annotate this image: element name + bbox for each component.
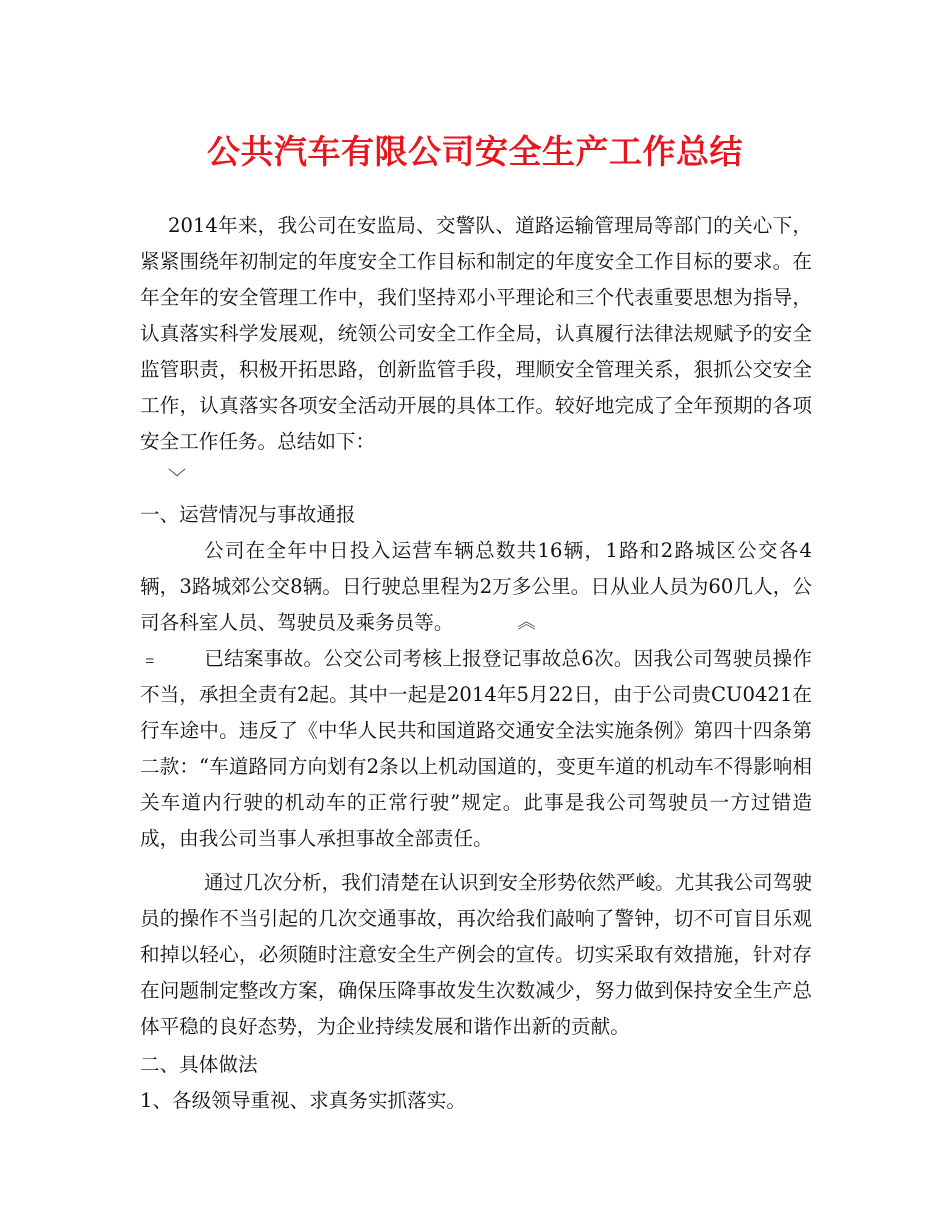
section1-heading: 一、运营情况与事故通报 <box>140 502 356 526</box>
analysis-text: 通过几次分析，我们清楚在认识到安全形势依然严峻。尤其我公司驾驶员的操作不当引起的几次交通事故，再次给我们敲响了警钟，切不可盲目乐观和掉以轻心，必须随时注意安全生产例会的宣传。切实采取有效措施，针对存在问题制定整改方案，确保压降事故发生次数减少，努力做到保持安全生产总体平稳的良好态势，为企业持续发展和谐作出新的贡献。 <box>140 871 812 1038</box>
accidents-lead-mark: ﹦ <box>140 647 160 670</box>
analysis-paragraph <box>140 865 812 1045</box>
intro-paragraph <box>140 208 812 497</box>
operations-paragraph <box>140 533 812 642</box>
operations-text: 公司在全年中日投入运营车辆总数共16辆，1路和2路城区公交各4辆，3路城郊公交8辆。日行驶总里程为2万多公里。日从业人员为60几人，公司各科室人员、驾驶员及乘务员等。 <box>140 538 812 634</box>
operations-mark: ︽ <box>517 612 536 633</box>
accidents-text: 已结案事故。公交公司考核上报登记事故总6次。因我公司驾驶员操作不当，承担全责有2起。其中一起是2014年5月22日，由于公司贵CU0421在行车途中。违反了《中华人民共和国道路交通安全法实施条例》第四十四条第二款：“车道路同方向划有2条以上机动国道的，变更车道的机动车不得影响相关车道内行驶的机动车的正常行驶”规定。此事是我公司驾驶员一方过错造成，由我公司当事人承担事故全部责任。 <box>140 647 812 850</box>
document-title: 公共汽车有限公司安全生产工作总结 <box>207 132 743 171</box>
document-body <box>140 208 812 1119</box>
section2-heading: 二、具体做法 <box>140 1053 258 1076</box>
intro-mark: ﹀ <box>168 467 186 489</box>
intro-text: 2014年来，我公司在安监局、交警队、道路运输管理局等部门的关心下，紧紧围绕年初制定的年度安全工作目标和制定的年度安全工作目标的要求。在年全年的安全管理工作中，我们坚持邓小平理论和三个代表重要思想为指导，认真落实科学发展观，统领公司安全工作全局，认真履行法律法规赋予的安全监管职责，积极开拓思路，创新监管手段，理顺安全管理关系，狠抓公交安全工作，认真落实各项安全活动开展的具体工作。较好地完成了全年预期的各项安全工作任务。总结如下： <box>140 214 812 453</box>
accidents-paragraph <box>140 641 812 857</box>
item1-heading: 1、各级领导重视、求真务实抓落实。 <box>140 1089 466 1112</box>
